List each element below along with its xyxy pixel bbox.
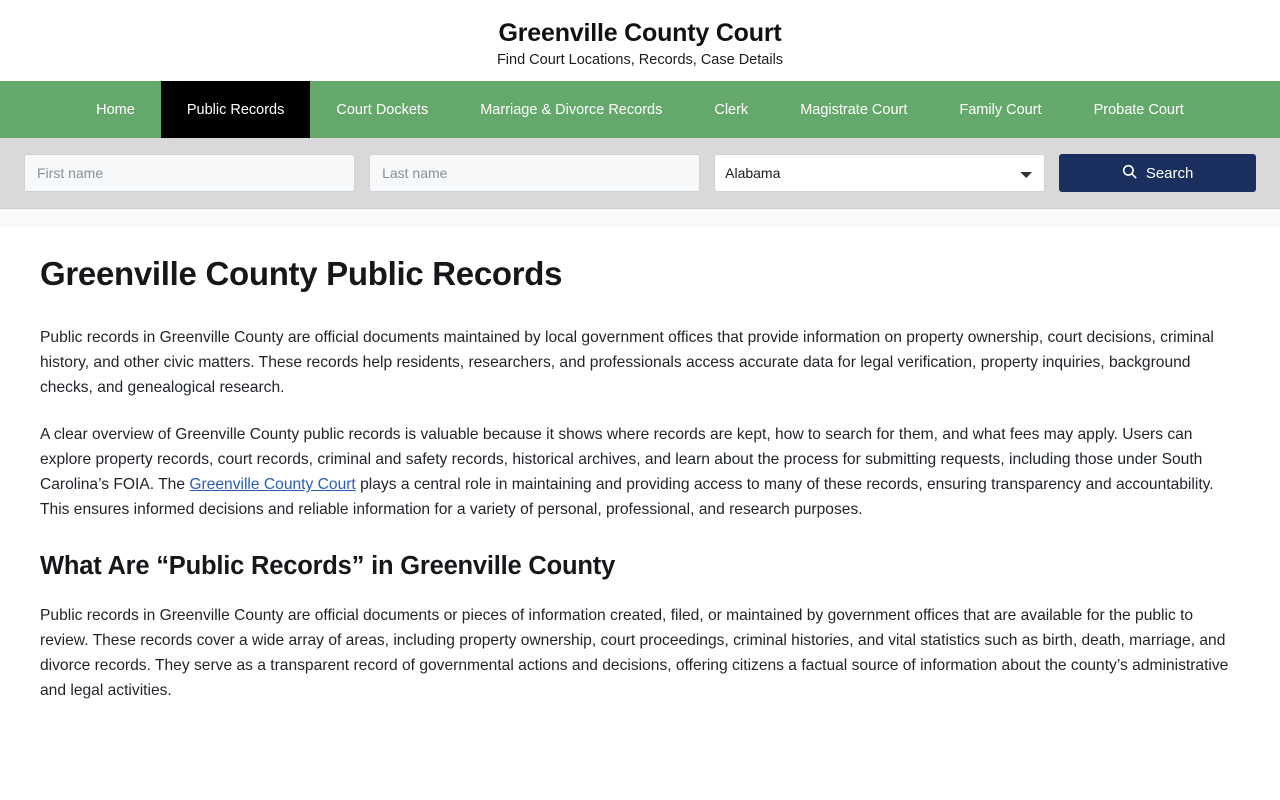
greenville-county-court-link[interactable]: Greenville County Court [189, 476, 356, 494]
first-name-input[interactable] [24, 154, 355, 192]
overview-paragraph-part2: plays a central role in maintaining and providing access to many of these records, ensuring transparency and accountability. This ensures informed decisions and reliable information for a variety of personal, professional, and research purposes. [40, 476, 1214, 519]
search-button[interactable] [1059, 154, 1256, 192]
main-content [0, 227, 1280, 703]
nav-item-home[interactable]: Home [96, 101, 135, 118]
nav-items-container [70, 81, 1210, 138]
state-select[interactable] [714, 154, 1045, 192]
nav-item-public-records[interactable]: Public Records [161, 81, 311, 138]
page-title: Greenville County Public Records [40, 255, 563, 293]
overview-paragraph-part1: A clear overview of Greenville County public records is valuable because it shows where records are kept, how to search for them, and what fees may apply. Users can explore property records, court records, criminal and safety records, historical archives, and learn about the process for submitting requests, including those under South Carolina’s FOIA. The [40, 426, 1203, 494]
main-navigation [0, 81, 1280, 138]
site-title: Greenville County Court [498, 19, 782, 47]
site-header [0, 0, 1280, 81]
intro-paragraph: Public records in Greenville County are official documents maintained by local government offices that provide information on property ownership, court decisions, criminal history, and other civic matters. These records help residents, researchers, and professionals access accurate data for legal verification, property inquiries, background checks, and genealogical research. [40, 329, 1214, 397]
last-name-input[interactable] [369, 154, 700, 192]
search-bar [0, 138, 1280, 209]
content-spacer [0, 209, 1280, 227]
site-tagline: Find Court Locations, Records, Case Details [496, 52, 784, 68]
section-heading-what-are-public-records: What Are “Public Records” in Greenville County [40, 552, 616, 581]
nav-item-marriage-divorce-records[interactable]: Marriage & Divorce Records [480, 101, 663, 118]
nav-item-court-dockets[interactable]: Court Dockets [336, 101, 429, 118]
nav-item-clerk[interactable]: Clerk [714, 101, 749, 118]
nav-item-probate-court[interactable]: Probate Court [1093, 101, 1184, 118]
search-button-label: Search [1145, 164, 1194, 182]
nav-item-family-court[interactable]: Family Court [959, 101, 1042, 118]
search-icon [1122, 164, 1137, 183]
definition-paragraph: Public records in Greenville County are official documents or pieces of information created, filed, or maintained by government offices that are available for the public to review. These records cover a wide array of areas, including property ownership, court proceedings, criminal histories, and vital statistics such as birth, death, marriage, and divorce records. They serve as a transparent record of governmental actions and decisions, offering citizens a factual source of information about the county’s administrative and legal activities. [40, 607, 1229, 700]
overview-paragraph [40, 422, 1240, 522]
nav-item-magistrate-court[interactable]: Magistrate Court [800, 101, 908, 118]
